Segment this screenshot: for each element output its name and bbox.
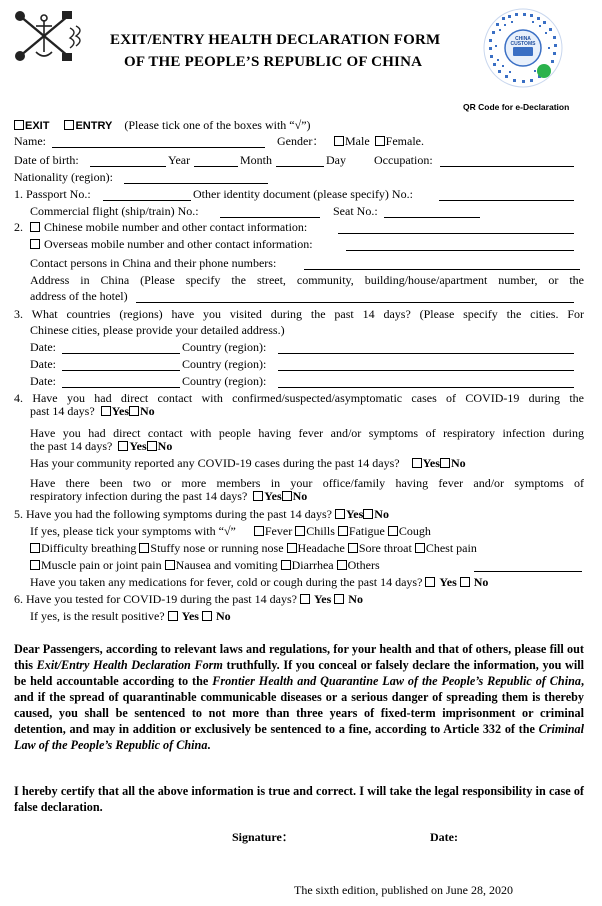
cn-mobile-field[interactable] bbox=[338, 233, 574, 234]
q4b-text-l2: the past 14 days? bbox=[30, 439, 113, 453]
q4a-no-label: No bbox=[140, 404, 155, 418]
q3-text-l2: Chinese cities, please provide your detailed address.) bbox=[30, 323, 285, 337]
q4d-row bbox=[30, 489, 307, 503]
q4c-no-checkbox[interactable] bbox=[440, 458, 450, 468]
q5-row bbox=[14, 507, 389, 521]
tick-hint: (Please tick one of the boxes with “√”) bbox=[124, 118, 311, 132]
q3-date-field-1[interactable] bbox=[62, 353, 180, 354]
dob-day-field[interactable] bbox=[276, 166, 324, 167]
q3-country-field-3[interactable] bbox=[278, 387, 574, 388]
symptom-checkbox-others[interactable] bbox=[337, 560, 347, 570]
meds-yes-checkbox[interactable] bbox=[425, 577, 435, 587]
entry-label: ENTRY bbox=[75, 120, 113, 132]
contact-persons-label: Contact persons in China and their phone numbers: bbox=[30, 256, 277, 270]
symptom-checkbox-fever[interactable] bbox=[254, 526, 264, 536]
male-label: Male bbox=[345, 134, 370, 148]
qr-caption: QR Code for e-Declaration bbox=[463, 102, 570, 112]
female-label: Female. bbox=[385, 134, 424, 148]
female-checkbox[interactable] bbox=[375, 136, 385, 146]
q3-country-label-3: Country (region): bbox=[182, 374, 267, 388]
q5-text: 5. Have you had the following symptoms during the past 14 days? bbox=[14, 507, 332, 521]
q6-positive-text: If yes, is the result positive? bbox=[30, 609, 165, 623]
q5-yes-checkbox[interactable] bbox=[335, 509, 345, 519]
q6-text: 6. Have you tested for COVID-19 during the past 14 days? bbox=[14, 592, 297, 606]
q3-date-label-1: Date: bbox=[30, 340, 56, 354]
q4c-no-label: No bbox=[450, 456, 466, 470]
meds-yes-label: Yes bbox=[439, 575, 457, 589]
flight-field[interactable] bbox=[220, 217, 320, 218]
q4b-no-label: No bbox=[157, 439, 173, 453]
q2-number: 2. bbox=[14, 220, 23, 234]
q3-country-field-1[interactable] bbox=[278, 353, 574, 354]
q5-no-label: No bbox=[374, 507, 389, 521]
q3-date-label-2: Date: bbox=[30, 357, 56, 371]
q4b-no-checkbox[interactable] bbox=[147, 441, 157, 451]
other-doc-field[interactable] bbox=[439, 200, 574, 201]
seat-label: Seat No.: bbox=[333, 204, 378, 218]
q4d-yes-label: Yes bbox=[264, 489, 282, 503]
edition-note: The sixth edition, published on June 28, 2020 bbox=[294, 883, 513, 897]
q4a-yes-label: Yes bbox=[111, 404, 129, 418]
cn-mobile-checkbox[interactable] bbox=[30, 222, 40, 232]
symptom-checkbox-chills[interactable] bbox=[295, 526, 305, 536]
q4a-text-l1: 4. Have you had direct contact with confirmed/suspected/asymptomatic cases of COVID-19 during the bbox=[14, 391, 584, 405]
symptom-label-fatigue: Fatigue bbox=[348, 524, 385, 538]
symptom-label-chills: Chills bbox=[306, 524, 335, 538]
entry-checkbox[interactable] bbox=[64, 120, 74, 130]
overseas-mobile-field[interactable] bbox=[346, 250, 574, 251]
q4d-no-checkbox[interactable] bbox=[282, 491, 292, 501]
occupation-field[interactable] bbox=[440, 166, 574, 167]
q6-positive-no-label: No bbox=[215, 609, 231, 623]
address-label-l2: address of the hotel) bbox=[30, 289, 128, 303]
q4d-no-label: No bbox=[292, 489, 308, 503]
name-label: Name: bbox=[14, 134, 46, 148]
q4b-row bbox=[30, 439, 172, 453]
meds-text: Have you taken any medications for fever, cold or cough during the past 14 days? bbox=[30, 575, 423, 589]
address-label-l1: Address in China (Please specify the street, community, building/house/apartment number, or the bbox=[30, 273, 584, 287]
q4d-text-l1: Have there been two or more members in your office/family having fever and/or symptoms of bbox=[30, 476, 584, 490]
symptoms-hint: If yes, please tick your symptoms with “√” bbox=[30, 524, 236, 538]
dob-label: Date of birth: bbox=[14, 153, 79, 167]
certification-statement: I hereby certify that all the above information is true and correct. I will take the legal responsibility in case of false declaration. bbox=[14, 784, 584, 814]
year-label: Year bbox=[168, 153, 191, 167]
q4b-yes-checkbox[interactable] bbox=[118, 441, 128, 451]
q6-row bbox=[14, 592, 363, 606]
q4b-yes-label: Yes bbox=[129, 439, 147, 453]
symptoms-row-2 bbox=[30, 541, 477, 555]
symptom-checkbox-stuffy-nose[interactable] bbox=[139, 543, 149, 553]
symptom-checkbox-headache[interactable] bbox=[287, 543, 297, 553]
form-title-line2: OF THE PEOPLE’S REPUBLIC OF CHINA bbox=[124, 54, 423, 70]
symptom-checkbox-diarrhea[interactable] bbox=[281, 560, 291, 570]
symptom-label-sore-throat: Sore throat bbox=[358, 541, 412, 555]
name-field[interactable] bbox=[52, 147, 265, 148]
symptom-checkbox-cough[interactable] bbox=[388, 526, 398, 536]
q3-text-l1: 3. What countries (regions) have you visited during the past 14 days? (Please specify the cities. For bbox=[14, 307, 584, 321]
contact-persons-field[interactable] bbox=[304, 269, 580, 270]
gender-options bbox=[334, 134, 424, 148]
exit-checkbox[interactable] bbox=[14, 120, 24, 130]
passport-field[interactable] bbox=[103, 200, 191, 201]
q4c-row bbox=[30, 456, 466, 470]
passport-label: 1. Passport No.: bbox=[14, 187, 91, 201]
q3-country-field-2[interactable] bbox=[278, 370, 574, 371]
qr-code[interactable] bbox=[482, 7, 564, 89]
q5-no-checkbox[interactable] bbox=[363, 509, 373, 519]
q6-yes-label: Yes bbox=[313, 592, 332, 606]
date-label: Date: bbox=[430, 830, 458, 844]
form-title-line1: EXIT/ENTRY HEALTH DECLARATION FORM bbox=[110, 32, 441, 48]
nationality-field[interactable] bbox=[124, 183, 268, 184]
symptom-checkbox-fatigue[interactable] bbox=[338, 526, 348, 536]
q4b-text-l1: Have you had direct contact with people having fever and/or symptoms of respiratory infection during bbox=[30, 426, 584, 440]
overseas-mobile-checkbox[interactable] bbox=[30, 239, 40, 249]
exit-entry-row bbox=[14, 118, 311, 133]
symptom-label-stuffy-nose: Stuffy nose or running nose bbox=[150, 541, 284, 555]
q6-no-label: No bbox=[348, 592, 363, 606]
q4a-row bbox=[30, 404, 155, 418]
signature-label: Signature： bbox=[232, 830, 294, 844]
symptoms-row-1 bbox=[30, 524, 431, 538]
flight-label: Commercial flight (ship/train) No.: bbox=[30, 204, 199, 218]
symptom-label-cough: Cough bbox=[398, 524, 431, 538]
nationality-label: Nationality (region): bbox=[14, 170, 113, 184]
symptom-label-others: Others bbox=[347, 558, 380, 572]
symptom-checkbox-difficulty-breathing[interactable] bbox=[30, 543, 40, 553]
cn-mobile-label: Chinese mobile number and other contact information: bbox=[44, 220, 308, 234]
q6-yes-checkbox[interactable] bbox=[300, 594, 310, 604]
qr-badge-text: CHINA CUSTOMS bbox=[510, 36, 536, 47]
overseas-mobile-label: Overseas mobile number and other contact information: bbox=[44, 237, 313, 251]
legal-notice: Dear Passengers, according to relevant laws and regulations, for your health and that of others, please fill out this Exit/Entry Health Declaration Form truthfully. If you conceal or falsely declare the information, you will be held accountable according to the Frontier Health and Quarantine Law of the People’s Republic of China, and if the spread of quarantinable communicable diseases or a serious danger of spreading them is thereby caused, you shall be sentenced to not more than three years of fixed-term imprisonment or criminal detention, and may in addition or exclusively be sentenced to a fine, according to Article 332 of the Criminal Law of the People’s Republic of China. bbox=[14, 642, 585, 752]
cn-mobile-row bbox=[30, 220, 307, 234]
occupation-label: Occupation: bbox=[374, 153, 433, 167]
symptom-checkbox-nausea[interactable] bbox=[165, 560, 175, 570]
customs-emblem bbox=[10, 8, 92, 68]
meds-no-label: No bbox=[473, 575, 489, 589]
overseas-mobile-row bbox=[30, 237, 313, 251]
q5-yes-label: Yes bbox=[345, 507, 364, 521]
symptom-checkbox-sore-throat[interactable] bbox=[348, 543, 358, 553]
q6-positive-yes-label: Yes bbox=[181, 609, 199, 623]
gender-label: Gender： bbox=[277, 134, 325, 148]
symptom-label-headache: Headache bbox=[297, 541, 345, 555]
q6-positive-row bbox=[30, 609, 231, 623]
q3-country-label-1: Country (region): bbox=[182, 340, 267, 354]
dob-month-field[interactable] bbox=[194, 166, 238, 167]
q3-date-field-3[interactable] bbox=[62, 387, 180, 388]
symptom-label-muscle-pain: Muscle pain or joint pain bbox=[41, 558, 162, 572]
symptom-checkbox-muscle-pain[interactable] bbox=[30, 560, 40, 570]
month-label: Month bbox=[240, 153, 273, 167]
q4c-yes-label: Yes bbox=[422, 456, 440, 470]
dob-year-field[interactable] bbox=[90, 166, 166, 167]
other-doc-label: Other identity document (please specify) No.: bbox=[193, 187, 413, 201]
q4a-no-checkbox[interactable] bbox=[129, 406, 139, 416]
meds-no-checkbox[interactable] bbox=[460, 577, 470, 587]
symptom-label-nausea: Nausea and vomiting bbox=[175, 558, 278, 572]
exit-label: EXIT bbox=[25, 120, 50, 132]
q3-country-label-2: Country (region): bbox=[182, 357, 267, 371]
symptoms-row-3 bbox=[30, 558, 380, 572]
symptom-label-chest-pain: Chest pain bbox=[425, 541, 477, 555]
q4c-text: Has your community reported any COVID-19 cases during the past 14 days? bbox=[30, 456, 400, 470]
symptom-checkbox-chest-pain[interactable] bbox=[415, 543, 425, 553]
symptom-others-field[interactable] bbox=[474, 571, 582, 572]
day-label: Day bbox=[326, 153, 346, 167]
male-checkbox[interactable] bbox=[334, 136, 344, 146]
q3-date-label-3: Date: bbox=[30, 374, 56, 388]
q4a-text-l2: past 14 days? bbox=[30, 404, 95, 418]
symptom-label-difficulty-breathing: Difficulty breathing bbox=[41, 541, 137, 555]
q3-date-field-2[interactable] bbox=[62, 370, 180, 371]
q4a-yes-checkbox[interactable] bbox=[101, 406, 111, 416]
q4d-yes-checkbox[interactable] bbox=[253, 491, 263, 501]
meds-row bbox=[30, 575, 488, 589]
q4d-text-l2: respiratory infection during the past 14 days? bbox=[30, 489, 248, 503]
seat-field[interactable] bbox=[384, 217, 480, 218]
symptom-label-diarrhea: Diarrhea bbox=[291, 558, 334, 572]
q6-no-checkbox[interactable] bbox=[334, 594, 344, 604]
address-field[interactable] bbox=[136, 302, 574, 303]
symptom-label-fever: Fever bbox=[264, 524, 293, 538]
q4c-yes-checkbox[interactable] bbox=[412, 458, 422, 468]
q6-positive-yes-checkbox[interactable] bbox=[168, 611, 178, 621]
q6-positive-no-checkbox[interactable] bbox=[202, 611, 212, 621]
